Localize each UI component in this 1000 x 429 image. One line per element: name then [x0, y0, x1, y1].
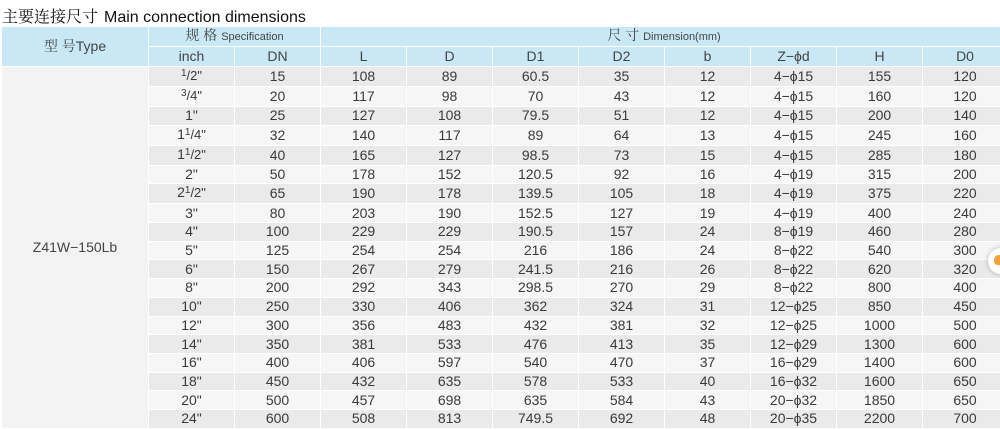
- cell-l: 203: [321, 204, 407, 223]
- column-header: inch: [149, 47, 235, 67]
- cell-d0: 140: [923, 107, 1000, 126]
- model-cell: Z41W−150Lb: [2, 67, 149, 429]
- cell-d1: 540: [493, 353, 579, 372]
- cell-d0: 300: [923, 241, 1000, 260]
- dimension-header-cn: 尺 寸: [607, 27, 639, 43]
- column-header: H: [837, 47, 923, 67]
- cell-d2: 43: [579, 87, 665, 107]
- cell-dn: 50: [235, 165, 321, 184]
- inch-whole: 1: [177, 126, 185, 142]
- inch-numerator: 1: [185, 127, 191, 138]
- cell-zd: 4−ϕ15: [751, 125, 837, 145]
- table-row: [2, 260, 1000, 279]
- cell-h: 1400: [837, 353, 923, 372]
- inch-cell: 4": [149, 223, 235, 242]
- inch-cell: 10": [149, 297, 235, 316]
- cell-dn: 20: [235, 87, 321, 107]
- cell-d1: 79.5: [493, 107, 579, 126]
- cell-l: 108: [321, 67, 407, 87]
- table-row: [2, 165, 1000, 184]
- dimension-header: [321, 27, 1000, 47]
- cell-l: 117: [321, 87, 407, 107]
- inch-cell: 1": [149, 107, 235, 126]
- cell-dn: 100: [235, 223, 321, 242]
- cell-dn: 350: [235, 335, 321, 354]
- cell-d1: 98.5: [493, 145, 579, 165]
- spec-header: [149, 27, 321, 47]
- cell-h: 800: [837, 279, 923, 298]
- inch-cell: 5": [149, 241, 235, 260]
- cell-d1: 70: [493, 87, 579, 107]
- cell-d2: 533: [579, 372, 665, 391]
- column-header-row: [2, 47, 1000, 67]
- cell-d0: 220: [923, 184, 1000, 204]
- cell-d1: 476: [493, 335, 579, 354]
- cell-d: 406: [407, 297, 493, 316]
- cell-b: 40: [665, 372, 751, 391]
- cell-d: 152: [407, 165, 493, 184]
- inch-cell: 12": [149, 316, 235, 335]
- cell-d0: 450: [923, 297, 1000, 316]
- cell-d1: 152.5: [493, 204, 579, 223]
- inch-whole: 1: [177, 146, 185, 162]
- column-header: DN: [235, 47, 321, 67]
- cell-zd: 4−ϕ19: [751, 165, 837, 184]
- table-row: [2, 353, 1000, 372]
- cell-l: 178: [321, 165, 407, 184]
- inch-denominator: /4": [190, 127, 205, 142]
- cell-d2: 584: [579, 391, 665, 410]
- cell-d1: 120.5: [493, 165, 579, 184]
- cell-d2: 186: [579, 241, 665, 260]
- cell-h: 155: [837, 67, 923, 87]
- column-header: D: [407, 47, 493, 67]
- cell-zd: 12−ϕ25: [751, 297, 837, 316]
- inch-numerator: 3: [181, 88, 187, 99]
- cell-zd: 8−ϕ19: [751, 223, 837, 242]
- spec-header-en: Specification: [221, 31, 283, 43]
- cell-zd: 20−ϕ35: [751, 409, 837, 428]
- table-row: [2, 316, 1000, 335]
- cell-d1: 578: [493, 372, 579, 391]
- column-header: Z−ϕd: [751, 47, 837, 67]
- column-header: D1: [493, 47, 579, 67]
- inch-cell: 3": [149, 204, 235, 223]
- table-row: [2, 145, 1000, 165]
- cell-d2: 157: [579, 223, 665, 242]
- cell-d2: 692: [579, 409, 665, 428]
- cell-d1: 89: [493, 125, 579, 145]
- cell-d: 483: [407, 316, 493, 335]
- title-en: Main connection dimensions: [104, 9, 306, 26]
- cell-b: 37: [665, 353, 751, 372]
- cell-zd: 12−ϕ25: [751, 316, 837, 335]
- cell-d: 178: [407, 184, 493, 204]
- cell-dn: 200: [235, 279, 321, 298]
- table-row: [2, 204, 1000, 223]
- cell-d: 89: [407, 67, 493, 87]
- cell-d2: 270: [579, 279, 665, 298]
- cell-h: 160: [837, 87, 923, 107]
- cell-zd: 8−ϕ22: [751, 241, 837, 260]
- inch-cell: 24": [149, 409, 235, 428]
- column-header: D2: [579, 47, 665, 67]
- inch-cell: [149, 145, 235, 165]
- cell-d2: 73: [579, 145, 665, 165]
- cell-d2: 64: [579, 125, 665, 145]
- cell-zd: 4−ϕ15: [751, 67, 837, 87]
- cell-d: 533: [407, 335, 493, 354]
- cell-dn: 600: [235, 409, 321, 428]
- cell-dn: 300: [235, 316, 321, 335]
- cell-d1: 298.5: [493, 279, 579, 298]
- cell-l: 330: [321, 297, 407, 316]
- cell-dn: 65: [235, 184, 321, 204]
- cell-b: 32: [665, 316, 751, 335]
- cell-zd: 4−ϕ15: [751, 107, 837, 126]
- cell-h: 460: [837, 223, 923, 242]
- dimension-header-en: Dimension(mm): [643, 31, 721, 43]
- cell-dn: 125: [235, 241, 321, 260]
- cell-d2: 324: [579, 297, 665, 316]
- cell-dn: 250: [235, 297, 321, 316]
- cell-zd: 4−ϕ15: [751, 145, 837, 165]
- table-body: [2, 67, 1000, 429]
- cell-l: 254: [321, 241, 407, 260]
- cell-b: 48: [665, 409, 751, 428]
- table-row: [2, 279, 1000, 298]
- cell-d: 127: [407, 145, 493, 165]
- cell-h: 245: [837, 125, 923, 145]
- cell-l: 508: [321, 409, 407, 428]
- cell-l: 406: [321, 353, 407, 372]
- cell-d0: 240: [923, 204, 1000, 223]
- cell-d2: 127: [579, 204, 665, 223]
- cell-l: 432: [321, 372, 407, 391]
- table-row: [2, 335, 1000, 354]
- cell-d2: 105: [579, 184, 665, 204]
- cell-d0: 650: [923, 372, 1000, 391]
- cell-d: 190: [407, 204, 493, 223]
- cell-b: 26: [665, 260, 751, 279]
- inch-cell: 8": [149, 279, 235, 298]
- cell-l: 165: [321, 145, 407, 165]
- inch-cell: [149, 125, 235, 145]
- cell-l: 356: [321, 316, 407, 335]
- cell-d0: 160: [923, 125, 1000, 145]
- cell-d0: 600: [923, 353, 1000, 372]
- inch-whole: 2: [177, 184, 185, 200]
- cell-b: 31: [665, 297, 751, 316]
- cell-b: 29: [665, 279, 751, 298]
- inch-cell: [149, 184, 235, 204]
- cell-d0: 650: [923, 391, 1000, 410]
- cell-h: 200: [837, 107, 923, 126]
- table-row: [2, 372, 1000, 391]
- cell-dn: 150: [235, 260, 321, 279]
- cell-h: 1000: [837, 316, 923, 335]
- inch-numerator: 1: [185, 185, 191, 196]
- inch-cell: 2": [149, 165, 235, 184]
- table-row: [2, 409, 1000, 428]
- inch-cell: 18": [149, 372, 235, 391]
- column-header: b: [665, 47, 751, 67]
- cell-d: 597: [407, 353, 493, 372]
- cell-d1: 432: [493, 316, 579, 335]
- cell-l: 190: [321, 184, 407, 204]
- inch-numerator: 1: [181, 68, 187, 79]
- column-header: L: [321, 47, 407, 67]
- cell-d1: 190.5: [493, 223, 579, 242]
- page-title: [2, 4, 306, 27]
- table-row: [2, 297, 1000, 316]
- cell-dn: 80: [235, 204, 321, 223]
- cell-d2: 381: [579, 316, 665, 335]
- cell-l: 267: [321, 260, 407, 279]
- cell-b: 15: [665, 145, 751, 165]
- inch-cell: [149, 67, 235, 87]
- cell-d0: 120: [923, 87, 1000, 107]
- title-cn: 主要连接尺寸: [2, 9, 98, 26]
- cell-h: 1850: [837, 391, 923, 410]
- cell-zd: 16−ϕ32: [751, 372, 837, 391]
- cell-d: 279: [407, 260, 493, 279]
- cell-d2: 35: [579, 67, 665, 87]
- inch-denominator: /2": [190, 185, 205, 200]
- cell-h: 850: [837, 297, 923, 316]
- table-row: [2, 184, 1000, 204]
- cell-dn: 500: [235, 391, 321, 410]
- cell-b: 12: [665, 107, 751, 126]
- inch-cell: 6": [149, 260, 235, 279]
- cell-d: 254: [407, 241, 493, 260]
- cell-h: 2200: [837, 409, 923, 428]
- cell-d: 117: [407, 125, 493, 145]
- table-row: [2, 107, 1000, 126]
- cell-h: 375: [837, 184, 923, 204]
- cell-dn: 400: [235, 353, 321, 372]
- cell-b: 12: [665, 87, 751, 107]
- inch-denominator: /2": [190, 147, 205, 162]
- cell-zd: 4−ϕ19: [751, 204, 837, 223]
- cell-dn: 450: [235, 372, 321, 391]
- cell-l: 127: [321, 107, 407, 126]
- spec-header-cn: 规 格: [185, 27, 217, 43]
- cell-d1: 749.5: [493, 409, 579, 428]
- cell-h: 540: [837, 241, 923, 260]
- cell-l: 381: [321, 335, 407, 354]
- cell-dn: 25: [235, 107, 321, 126]
- cell-d1: 362: [493, 297, 579, 316]
- cell-d0: 500: [923, 316, 1000, 335]
- table-row: [2, 87, 1000, 107]
- cell-zd: 4−ϕ19: [751, 184, 837, 204]
- inch-denominator: /2": [187, 68, 202, 83]
- cell-l: 457: [321, 391, 407, 410]
- cell-d0: 400: [923, 279, 1000, 298]
- cell-d0: 180: [923, 145, 1000, 165]
- cell-l: 140: [321, 125, 407, 145]
- table-row: [2, 67, 1000, 87]
- cell-dn: 40: [235, 145, 321, 165]
- inch-cell: [149, 87, 235, 107]
- type-header: 型 号Type: [2, 27, 149, 67]
- inch-denominator: /4": [187, 88, 202, 103]
- cell-h: 620: [837, 260, 923, 279]
- cell-zd: 12−ϕ29: [751, 335, 837, 354]
- table-row: [2, 223, 1000, 242]
- cell-d1: 241.5: [493, 260, 579, 279]
- cell-d0: 120: [923, 67, 1000, 87]
- cell-d2: 216: [579, 260, 665, 279]
- cell-h: 315: [837, 165, 923, 184]
- cell-dn: 32: [235, 125, 321, 145]
- table-row: [2, 241, 1000, 260]
- cell-d: 108: [407, 107, 493, 126]
- cell-b: 43: [665, 391, 751, 410]
- cell-zd: 16−ϕ29: [751, 353, 837, 372]
- cell-b: 12: [665, 67, 751, 87]
- dimension-table: [1, 26, 1000, 429]
- cell-b: 18: [665, 184, 751, 204]
- cell-b: 16: [665, 165, 751, 184]
- cell-d2: 413: [579, 335, 665, 354]
- column-header: D0: [923, 47, 1000, 67]
- table-row: [2, 391, 1000, 410]
- cell-h: 1300: [837, 335, 923, 354]
- cell-zd: 4−ϕ15: [751, 87, 837, 107]
- cell-d1: 60.5: [493, 67, 579, 87]
- inch-cell: 14": [149, 335, 235, 354]
- cell-d: 229: [407, 223, 493, 242]
- cell-d2: 51: [579, 107, 665, 126]
- cell-d: 813: [407, 409, 493, 428]
- cell-d2: 92: [579, 165, 665, 184]
- cell-zd: 8−ϕ22: [751, 260, 837, 279]
- cell-b: 24: [665, 223, 751, 242]
- cell-d1: 635: [493, 391, 579, 410]
- cell-dn: 15: [235, 67, 321, 87]
- cell-b: 13: [665, 125, 751, 145]
- cell-h: 285: [837, 145, 923, 165]
- inch-cell: 20": [149, 391, 235, 410]
- cell-d0: 320: [923, 260, 1000, 279]
- cell-d2: 470: [579, 353, 665, 372]
- cell-l: 229: [321, 223, 407, 242]
- cell-d1: 216: [493, 241, 579, 260]
- cell-d0: 700: [923, 409, 1000, 428]
- cell-zd: 8−ϕ22: [751, 279, 837, 298]
- cell-d1: 139.5: [493, 184, 579, 204]
- cell-h: 1600: [837, 372, 923, 391]
- cell-b: 35: [665, 335, 751, 354]
- cell-d0: 280: [923, 223, 1000, 242]
- cell-b: 19: [665, 204, 751, 223]
- cell-b: 24: [665, 241, 751, 260]
- cell-d0: 200: [923, 165, 1000, 184]
- inch-cell: 16": [149, 353, 235, 372]
- table-row: [2, 125, 1000, 145]
- cell-d: 98: [407, 87, 493, 107]
- cell-l: 292: [321, 279, 407, 298]
- cell-d: 343: [407, 279, 493, 298]
- cell-d: 635: [407, 372, 493, 391]
- cell-d: 698: [407, 391, 493, 410]
- cell-h: 400: [837, 204, 923, 223]
- cell-zd: 20−ϕ32: [751, 391, 837, 410]
- cell-d0: 600: [923, 335, 1000, 354]
- inch-numerator: 1: [185, 147, 191, 158]
